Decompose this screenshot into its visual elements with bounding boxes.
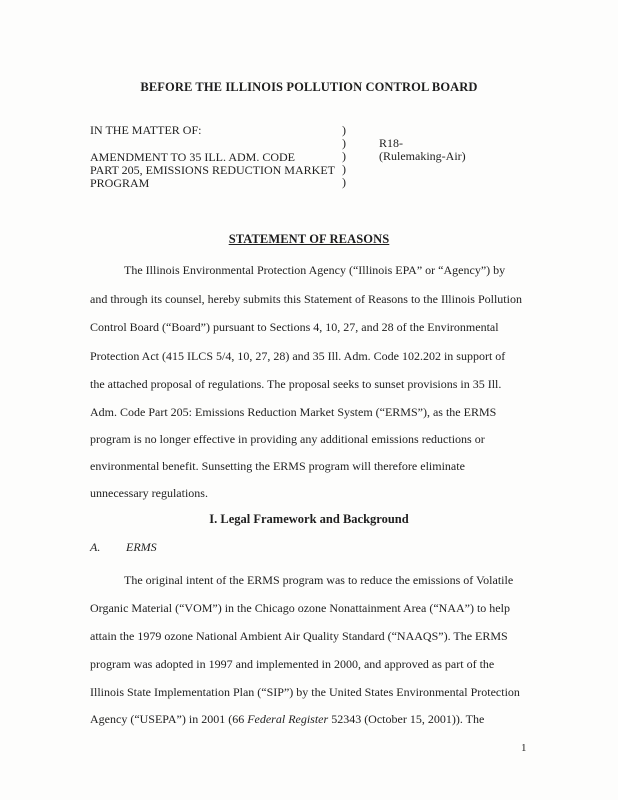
section-heading: I. Legal Framework and Background <box>209 512 409 526</box>
caption-line: PART 205, EMISSIONS REDUCTION MARKET <box>90 163 335 177</box>
court-heading: BEFORE THE ILLINOIS POLLUTION CONTROL BOARD <box>140 80 478 94</box>
text-line: Illinois State Implementation Plan (“SIP”) by the United States Environmental Protection <box>90 685 520 699</box>
caption-paren: ) <box>342 175 346 189</box>
text-line: and through its counsel, hereby submits this Statement of Reasons to the Illinois Pollution <box>90 292 522 306</box>
text-line: Organic Material (“VOM”) in the Chicago ozone Nonattainment Area (“NAA”) to help <box>90 601 510 615</box>
docket-number: R18- <box>379 136 403 150</box>
page-number: 1 <box>521 742 527 754</box>
text-line: Protection Act (415 ILCS 5/4, 10, 27, 28) and 35 Ill. Adm. Code 102.202 in support of <box>90 349 506 363</box>
text-line: the attached proposal of regulations. The proposal seeks to sunset provisions in 35 Ill. <box>90 377 502 391</box>
subsection-title: ERMS <box>126 540 157 554</box>
caption-paren: ) <box>342 136 346 150</box>
caption-paren: ) <box>342 149 346 163</box>
citation-italic: Federal Register <box>247 712 329 726</box>
text-line: Adm. Code Part 205: Emissions Reduction Market System (“ERMS”), as the ERMS <box>90 405 497 419</box>
text-line: environmental benefit. Sunsetting the ERMS program will therefore eliminate <box>90 459 465 473</box>
text-line: unnecessary regulations. <box>90 486 208 500</box>
text-line <box>90 712 484 727</box>
text-line: program was adopted in 1997 and implemented in 2000, and approved as part of the <box>90 657 495 671</box>
text-segment: Agency (“USEPA”) in 2001 (66 <box>90 712 248 726</box>
caption-line: PROGRAM <box>90 176 150 190</box>
subsection-letter: A. <box>90 540 101 554</box>
text-line: The original intent of the ERMS program was to reduce the emissions of Volatile <box>124 573 514 587</box>
text-line: The Illinois Environmental Protection Agency (“Illinois EPA” or “Agency”) by <box>124 263 506 277</box>
caption-paren: ) <box>342 162 346 176</box>
text-line: program is no longer effective in providing any additional emissions reductions or <box>90 432 485 446</box>
document-title: STATEMENT OF REASONS <box>228 232 390 246</box>
text-line: Control Board (“Board”) pursuant to Sections 4, 10, 27, and 28 of the Environmental <box>90 320 499 334</box>
text-segment: 52343 (October 15, 2001)). The <box>328 712 485 726</box>
caption-paren: ) <box>342 123 346 137</box>
text-line: attain the 1979 ozone National Ambient Air Quality Standard (“NAAQS”). The ERMS <box>90 629 508 643</box>
rulemaking-type: (Rulemaking-Air) <box>379 149 466 163</box>
caption-line: IN THE MATTER OF: <box>90 123 202 137</box>
caption-line: AMENDMENT TO 35 ILL. ADM. CODE <box>90 150 296 164</box>
